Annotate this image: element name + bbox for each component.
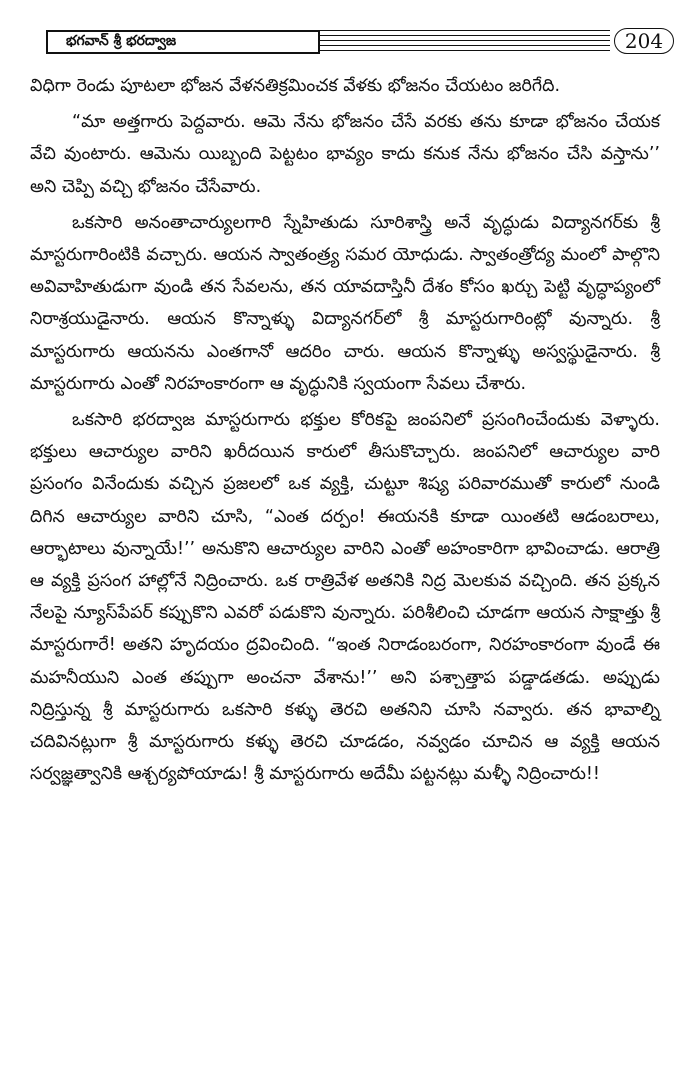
header-rule-lines — [320, 30, 670, 54]
page-number-badge — [610, 26, 678, 56]
paragraph: “మా అత్తగారు పెద్దవారు. ఆమె నేను భోజనం చేసే వరకు తను కూడా భోజనం చేయక వేచి వుంటారు. ఆమెను యిబ్బంది పెట్టటం భావ్యం కాదు కనుక నేను భోజనం చేసి వస్తాను’’ అని చెప్పి వచ్చి భోజనం చేసేవారు. — [30, 112, 660, 197]
running-title: భగవాన్ శ్రీ భరద్వాజ — [66, 32, 177, 49]
body-text — [30, 70, 660, 790]
paragraph: ఒకసారి భరద్వాజ మాస్టరుగారు భక్తుల కోరికపై జంపనిలో ప్రసంగించేందుకు వెళ్ళారు. భక్తులు ఆచార్యుల వారిని ఖరీదయిన కారులో తీసుకొచ్చారు. జంపనిలో ఆచార్యుల వారి ప్రసంగం వినేందుకు వచ్చిన ప్రజలలో ఒక వ్యక్తి, చుట్టూ శిష్య పరివారముతో కారులో నుండి దిగిన ఆచార్యుల వారిని చూసి, “ఎంత దర్పం! ఈయనకి కూడా యింతటి ఆడంబరాలు, ఆర్భాటాలు వున్నాయే!’’ అనుకొని ఆచార్యుల వారిని ఎంతో అహంకారిగా భావించాడు. ఆరాత్రి ఆ వ్యక్తి ప్రసంగ హాల్లోనే నిద్రించారు. ఒక రాత్రివేళ అతనికి నిద్ర మెలకువ వచ్చింది. తన ప్రక్కన నేలపై న్యూస్‌పేపర్ కప్పుకొని ఎవరో పడుకొని వున్నారు. పరిశీలించి చూడగా ఆయన సాక్షాత్తు శ్రీ మాస్టరుగారే! అతని హృదయం ద్రవించింది. “ఇంత నిరాడంబరంగా, నిరహంకారంగా వుండే ఈ మహనీయుని ఎంత తప్పుగా అంచనా వేశాను!’’ అని పశ్చాత్తాప పడ్డాడతడు. అప్పుడు నిద్రిస్తున్న శ్రీ మాస్టరుగారు ఒకసారి కళ్ళు తెరచి అతనిని చూసి నవ్వారు. తన భావాల్ని చదివినట్లుగా శ్రీ మాస్టరుగారు కళ్ళు తెరచి చూడడం, నవ్వడం చూచిన ఆ వ్యక్తి ఆయన సర్వజ్ఞత్వానికి ఆశ్చర్యపోయాడు! శ్రీ మాస్టరుగారు అదేమీ పట్టనట్లు మళ్ళీ నిద్రించారు!! — [30, 410, 660, 785]
page-header — [46, 30, 670, 58]
page-number: 204 — [614, 28, 674, 54]
running-title-box — [46, 30, 320, 54]
paragraph: ఒకసారి అనంతాచార్యులగారి స్నేహితుడు సూరిశాస్త్రి అనే వృద్ధుడు విద్యానగర్‌కు శ్రీ మాస్టరుగారింటికి వచ్చారు. ఆయన స్వాతంత్ర్య సమర యోధుడు. స్వాతంత్రోద్య మంలో పాల్గొని అవివాహితుడుగా వుండి తన సేవలను, తన యావదాస్తినీ దేశం కోసం ఖర్చు పెట్టి వృద్ధాప్యంలో నిరాశ్రయుడైనారు. ఆయన కొన్నాళ్ళు విద్యానగర్‌లో శ్రీ మాస్టరుగారింట్లో వున్నారు. శ్రీ మాస్టరుగారు ఆయనను ఎంతగానో ఆదరిం చారు. ఆయన కొన్నాళ్ళు అస్వస్థుడైనారు. శ్రీ మాస్టరుగారు ఎంతో నిరహంకారంగా ఆ వృద్ధునికి స్వయంగా సేవలు చేశారు. — [30, 212, 660, 394]
paragraph: విధిగా రెండు పూటలా భోజన వేళనతిక్రమించక వేళకు భోజనం చేయటం జరిగేది. — [30, 76, 561, 96]
